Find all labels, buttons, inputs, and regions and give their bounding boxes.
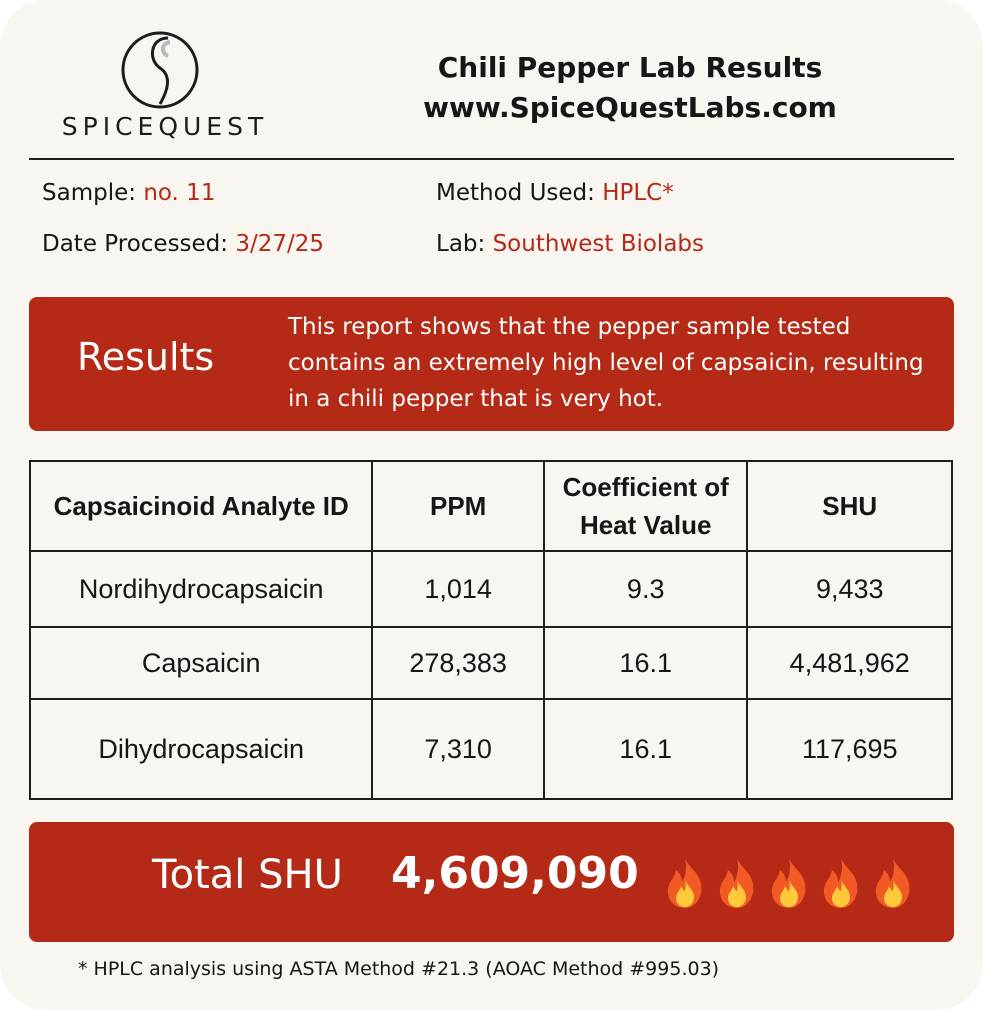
shu-cell: 4,481,962 bbox=[747, 627, 952, 699]
report-header bbox=[395, 48, 865, 128]
method-value: HPLC* bbox=[602, 180, 674, 206]
lab-field bbox=[436, 231, 704, 257]
column-header-shu: SHU bbox=[747, 461, 952, 551]
results-summary: This report shows that the pepper sample tested contains an extremely high level of capsaicin, resulting in a chili pepper that is very hot. bbox=[288, 314, 924, 412]
logo-mark-icon bbox=[120, 30, 206, 110]
fire-icon bbox=[711, 856, 763, 910]
total-shu-label: Total SHU bbox=[152, 852, 343, 898]
heat-rating bbox=[659, 856, 919, 910]
table-row bbox=[30, 699, 952, 799]
fire-icon bbox=[867, 856, 919, 910]
fire-icon bbox=[659, 856, 711, 910]
report-title: Chili Pepper Lab Results bbox=[437, 51, 823, 84]
date-value: 3/27/25 bbox=[235, 231, 325, 257]
sample-value: no. 11 bbox=[143, 180, 216, 206]
header-divider bbox=[29, 158, 954, 160]
method-label: Method Used: bbox=[436, 180, 595, 206]
sample-field bbox=[42, 180, 215, 206]
analyte-cell: Dihydrocapsaicin bbox=[30, 699, 372, 799]
fire-icon bbox=[763, 856, 815, 910]
coefficient-cell: 16.1 bbox=[544, 627, 748, 699]
total-shu-value: 4,609,090 bbox=[391, 848, 639, 899]
total-shu-banner bbox=[29, 822, 954, 942]
shu-cell: 9,433 bbox=[747, 551, 952, 627]
date-field bbox=[42, 231, 324, 257]
ppm-cell: 7,310 bbox=[372, 699, 544, 799]
results-title: Results bbox=[77, 335, 215, 379]
ppm-cell: 1,014 bbox=[372, 551, 544, 627]
table-row bbox=[30, 627, 952, 699]
column-header-analyte: Capsaicinoid Analyte ID bbox=[30, 461, 372, 551]
footnote: * HPLC analysis using ASTA Method #21.3 (AOAC Method #995.03) bbox=[78, 958, 720, 980]
fire-icon bbox=[815, 856, 867, 910]
table-header-row bbox=[30, 461, 952, 551]
column-header-ppm: PPM bbox=[372, 461, 544, 551]
column-header-coefficient: Coefficient of Heat Value bbox=[544, 461, 748, 551]
website-link[interactable]: www.SpiceQuestLabs.com bbox=[423, 91, 837, 124]
sample-label: Sample: bbox=[42, 180, 136, 206]
method-field bbox=[436, 180, 674, 206]
logo-wordmark: SPICEQUEST bbox=[61, 112, 269, 141]
lab-label: Lab: bbox=[436, 231, 486, 257]
date-label: Date Processed: bbox=[42, 231, 229, 257]
ppm-cell: 278,383 bbox=[372, 627, 544, 699]
analyte-cell: Nordihydrocapsaicin bbox=[30, 551, 372, 627]
lab-value: Southwest Biolabs bbox=[492, 231, 705, 257]
results-banner bbox=[29, 297, 954, 431]
spicequest-logo bbox=[48, 30, 278, 145]
coefficient-cell: 16.1 bbox=[544, 699, 748, 799]
coefficient-cell: 9.3 bbox=[544, 551, 748, 627]
analyte-table bbox=[29, 460, 953, 800]
analyte-cell: Capsaicin bbox=[30, 627, 372, 699]
shu-cell: 117,695 bbox=[747, 699, 952, 799]
table-row bbox=[30, 551, 952, 627]
